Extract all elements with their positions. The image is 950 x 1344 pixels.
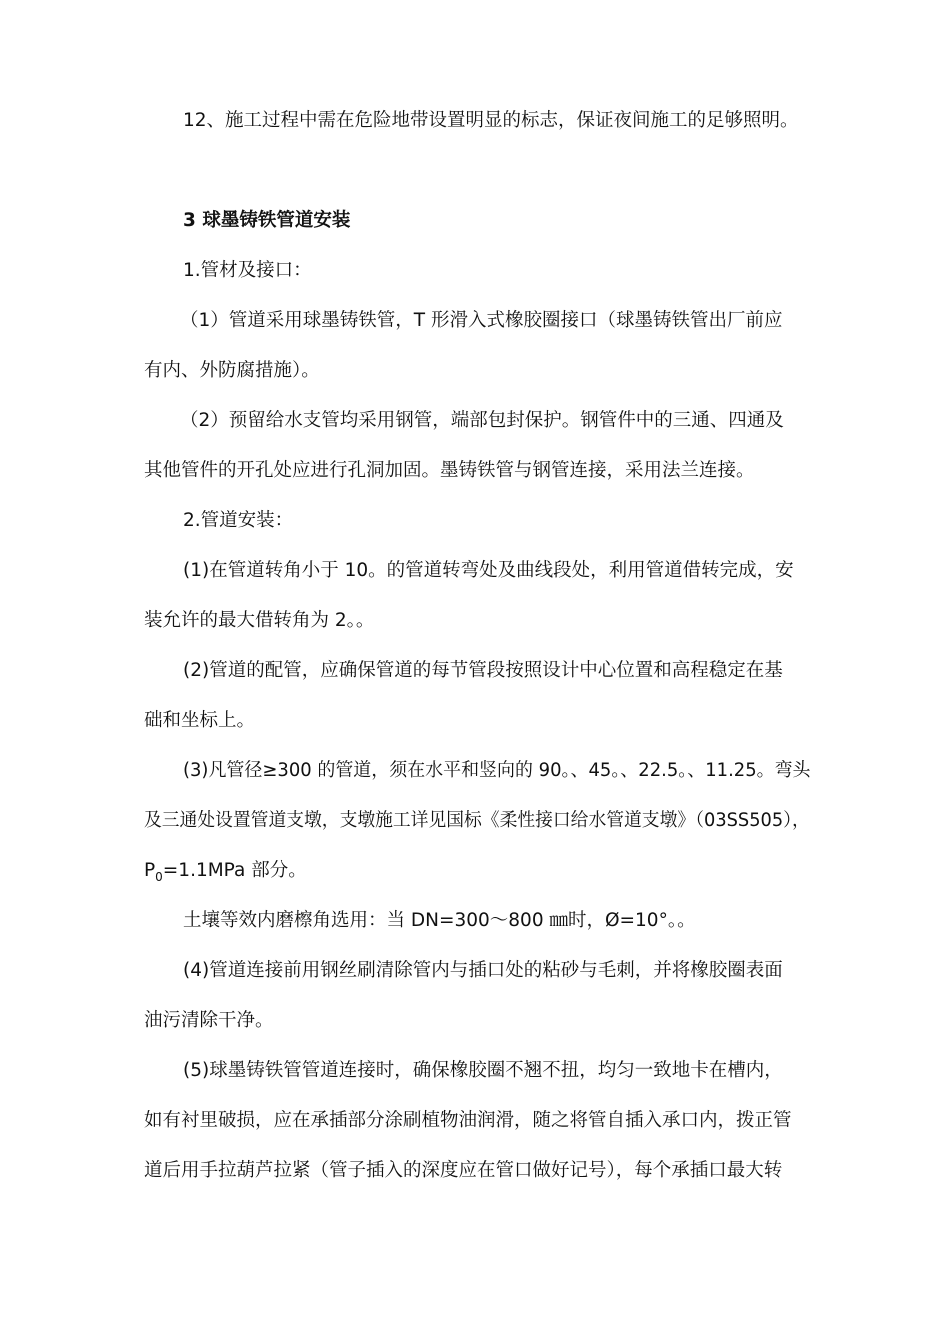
paragraph-1-1-line-2: 有内、外防腐措施）。	[144, 360, 320, 381]
paragraph-2-3-line-3	[144, 858, 307, 884]
paragraph-1-1-line-1: （1）管道采用球墨铸铁管，T 形滑入式橡胶圈接口（球墨铸铁管出厂前应	[180, 310, 783, 331]
paragraph-2-4-line-1: (4)管道连接前用钢丝刷清除管内与插口处的粘砂与毛刺，并将橡胶圈表面	[183, 960, 783, 981]
paragraph-2-5-line-2: 如有衬里破损，应在承插部分涂刷植物油润滑，随之将管自插入承口内，拨正管	[144, 1110, 792, 1131]
paragraph-1-2-line-1: （2）预留给水支管均采用钢管，端部包封保护。钢管件中的三通、四通及	[180, 410, 784, 431]
subsection-2-title: 2.管道安装：	[183, 510, 294, 531]
paragraph-2-1-line-2: 装允许的最大借转角为 2。。	[144, 610, 375, 631]
section-heading: 3 球墨铸铁管道安装	[183, 210, 351, 231]
paragraph-2-2-line-1: (2)管道的配管，应确保管道的每节管段按照设计中心位置和高程稳定在基	[183, 660, 783, 681]
paragraph-2-1-line-1: (1)在管道转角小于 10。的管道转弯处及曲线段处，利用管道借转完成，安	[183, 560, 794, 581]
pressure-value: =1.1MPa 部分。	[162, 860, 307, 881]
paragraph-2-3-line-2: 及三通处设置管道支墩，支墩施工详见国标《柔性接口给水管道支墩》（03SS505），	[144, 810, 810, 831]
paragraph-2-5-line-1: (5)球墨铸铁管管道连接时，确保橡胶圈不翘不扭，均匀一致地卡在槽内，	[183, 1060, 783, 1081]
item-12-text: 12、施工过程中需在危险地带设置明显的标志，保证夜间施工的足够照明。	[183, 110, 799, 131]
pressure-subscript: 0	[155, 870, 163, 884]
paragraph-2-5-line-3: 道后用手拉葫芦拉紧（管子插入的深度应在管口做好记号），每个承插口最大转	[144, 1160, 783, 1181]
paragraph-2-3-line-1: (3)凡管径≥300 的管道，须在水平和竖向的 90。、45。、22.5。、11.25。弯头	[183, 760, 811, 781]
soil-friction-angle-text: 土壤等效内磨檫角选用：当 DN=300～800 ㎜时，Ø=10°。。	[183, 910, 696, 931]
paragraph-1-2-line-2: 其他管件的开孔处应进行孔洞加固。墨铸铁管与钢管连接，采用法兰连接。	[144, 460, 755, 481]
paragraph-2-2-line-2: 础和坐标上。	[144, 710, 256, 731]
subsection-1-title: 1.管材及接口：	[183, 260, 312, 281]
pressure-symbol: P	[144, 860, 156, 881]
paragraph-2-4-line-2: 油污清除干净。	[144, 1010, 274, 1031]
